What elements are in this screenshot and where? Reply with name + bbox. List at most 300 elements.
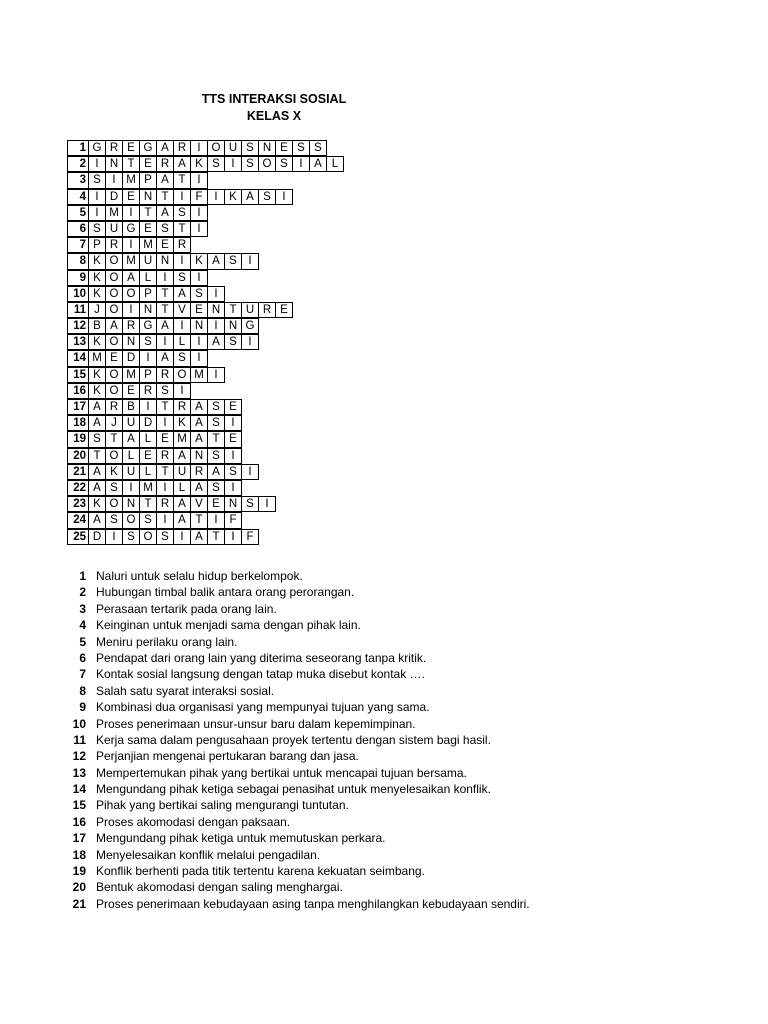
letter-cell: T	[156, 399, 174, 415]
letter-cell: O	[139, 529, 157, 545]
letter-cell: S	[88, 431, 106, 447]
letter-cell: O	[122, 286, 140, 302]
letter-cell: R	[156, 496, 174, 512]
letter-cell: I	[275, 189, 293, 205]
letter-cell: I	[241, 464, 259, 480]
letter-cell: A	[190, 431, 208, 447]
letter-cell: L	[122, 448, 140, 464]
clue-item	[62, 797, 530, 813]
clue-text: Konflik berhenti pada titik tertentu karena kekuatan seimbang.	[96, 864, 425, 879]
letter-cell: R	[105, 140, 123, 156]
row-number: 4	[67, 189, 89, 205]
letter-cell: S	[173, 205, 191, 221]
grid-row	[67, 140, 343, 156]
letter-cell: K	[190, 156, 208, 172]
clue-number: 9	[79, 700, 86, 715]
letter-cell: L	[139, 270, 157, 286]
letter-cell: E	[122, 189, 140, 205]
row-number: 17	[67, 399, 89, 415]
letter-cell: M	[139, 480, 157, 496]
grid-row	[67, 221, 343, 237]
letter-cell: N	[207, 302, 225, 318]
letter-cell: L	[173, 334, 191, 350]
letter-cell: A	[105, 318, 123, 334]
clue-text: Pihak yang bertikai saling mengurangi tuntutan.	[96, 798, 349, 813]
clue-text: Hubungan timbal balik antara orang perorangan.	[96, 585, 355, 600]
row-number: 3	[67, 172, 89, 188]
letter-cell: E	[105, 350, 123, 366]
letter-cell: R	[258, 302, 276, 318]
clue-number: 12	[72, 749, 86, 764]
letter-cell: E	[207, 496, 225, 512]
letter-cell: N	[139, 302, 157, 318]
letter-cell: S	[207, 480, 225, 496]
letter-cell: T	[139, 496, 157, 512]
letter-cell: I	[122, 205, 140, 221]
letter-cell: I	[173, 189, 191, 205]
letter-cell: K	[88, 253, 106, 269]
letter-cell: S	[139, 334, 157, 350]
letter-cell: R	[156, 448, 174, 464]
clue-text: Mempertemukan pihak yang bertikai untuk mencapai tujuan bersama.	[96, 765, 467, 780]
letter-cell: S	[173, 350, 191, 366]
clue-number: 3	[79, 601, 86, 616]
row-number: 23	[67, 496, 89, 512]
letter-cell: S	[258, 189, 276, 205]
clue-item	[62, 699, 530, 715]
letter-cell: R	[156, 156, 174, 172]
clue-text: Mengundang pihak ketiga untuk memutuskan perkara.	[96, 831, 386, 846]
clue-item	[62, 601, 530, 617]
row-number: 9	[67, 270, 89, 286]
letter-cell: M	[173, 431, 191, 447]
letter-cell: S	[241, 140, 259, 156]
letter-cell: M	[190, 367, 208, 383]
letter-cell: O	[105, 270, 123, 286]
row-number: 24	[67, 512, 89, 528]
letter-cell: I	[241, 253, 259, 269]
letter-cell: J	[88, 302, 106, 318]
letter-cell: O	[105, 302, 123, 318]
grid-row	[67, 431, 343, 447]
letter-cell: I	[173, 253, 191, 269]
letter-cell: T	[156, 302, 174, 318]
letter-cell: S	[309, 140, 327, 156]
letter-cell: R	[190, 464, 208, 480]
clue-number: 7	[79, 667, 86, 682]
letter-cell: P	[139, 367, 157, 383]
letter-cell: E	[275, 302, 293, 318]
letter-cell: S	[156, 221, 174, 237]
letter-cell: K	[88, 334, 106, 350]
row-number: 14	[67, 350, 89, 366]
letter-cell: B	[88, 318, 106, 334]
letter-cell: S	[207, 448, 225, 464]
grid-row	[67, 415, 343, 431]
clue-number: 13	[72, 765, 86, 780]
letter-cell: A	[156, 350, 174, 366]
letter-cell: N	[156, 253, 174, 269]
row-number: 19	[67, 431, 89, 447]
clue-item	[62, 765, 530, 781]
grid-row	[67, 253, 343, 269]
letter-cell: V	[173, 302, 191, 318]
letter-cell: K	[173, 415, 191, 431]
letter-cell: R	[139, 383, 157, 399]
row-number: 11	[67, 302, 89, 318]
letter-cell: I	[207, 189, 225, 205]
letter-cell: K	[224, 189, 242, 205]
letter-cell: S	[241, 156, 259, 172]
clue-item	[62, 896, 530, 912]
letter-cell: S	[105, 480, 123, 496]
letter-cell: O	[173, 367, 191, 383]
row-number: 20	[67, 448, 89, 464]
letter-cell: O	[105, 253, 123, 269]
letter-cell: O	[207, 140, 225, 156]
grid-row	[67, 496, 343, 512]
letter-cell: I	[156, 415, 174, 431]
clue-number: 14	[72, 782, 86, 797]
letter-cell: K	[88, 367, 106, 383]
grid-row	[67, 318, 343, 334]
crossword-grid	[67, 140, 343, 545]
letter-cell: I	[241, 334, 259, 350]
letter-cell: A	[156, 318, 174, 334]
row-number: 25	[67, 529, 89, 545]
letter-cell: N	[122, 496, 140, 512]
clue-item	[62, 732, 530, 748]
letter-cell: O	[258, 156, 276, 172]
letter-cell: G	[122, 221, 140, 237]
grid-row	[67, 464, 343, 480]
grid-row	[67, 383, 343, 399]
clue-item	[62, 781, 530, 797]
letter-cell: A	[241, 189, 259, 205]
letter-cell: I	[190, 334, 208, 350]
letter-cell: I	[156, 270, 174, 286]
grid-row	[67, 286, 343, 302]
letter-cell: U	[173, 464, 191, 480]
letter-cell: A	[173, 512, 191, 528]
grid-row	[67, 350, 343, 366]
letter-cell: A	[88, 415, 106, 431]
letter-cell: F	[190, 189, 208, 205]
letter-cell: I	[292, 156, 310, 172]
letter-cell: I	[207, 512, 225, 528]
clue-number: 6	[79, 650, 86, 665]
letter-cell: J	[105, 415, 123, 431]
clue-number: 16	[72, 814, 86, 829]
letter-cell: I	[105, 172, 123, 188]
grid-row	[67, 189, 343, 205]
clue-number: 11	[73, 732, 86, 747]
grid-row	[67, 237, 343, 253]
letter-cell: A	[88, 512, 106, 528]
clue-text: Meniru perilaku orang lain.	[96, 634, 238, 649]
letter-cell: F	[224, 512, 242, 528]
clue-item	[62, 634, 530, 650]
letter-cell: S	[224, 334, 242, 350]
clue-number: 18	[72, 847, 86, 862]
letter-cell: E	[190, 302, 208, 318]
letter-cell: I	[122, 302, 140, 318]
row-number: 12	[67, 318, 89, 334]
letter-cell: T	[139, 205, 157, 221]
letter-cell: T	[207, 431, 225, 447]
letter-cell: I	[88, 205, 106, 221]
clue-item	[62, 716, 530, 732]
letter-cell: M	[105, 205, 123, 221]
letter-cell: I	[156, 480, 174, 496]
letter-cell: O	[105, 496, 123, 512]
letter-cell: A	[88, 480, 106, 496]
letter-cell: E	[275, 140, 293, 156]
clue-text: Salah satu syarat interaksi sosial.	[96, 683, 275, 698]
letter-cell: A	[190, 399, 208, 415]
clue-number: 15	[72, 798, 86, 813]
row-number: 13	[67, 334, 89, 350]
letter-cell: F	[241, 529, 259, 545]
clue-text: Mengundang pihak ketiga sebagai penasihat untuk menyelesaikan konflik.	[96, 782, 491, 797]
letter-cell: I	[224, 529, 242, 545]
letter-cell: A	[156, 172, 174, 188]
letter-cell: N	[139, 189, 157, 205]
letter-cell: L	[173, 480, 191, 496]
grid-row	[67, 205, 343, 221]
clue-list	[62, 568, 530, 912]
letter-cell: I	[105, 529, 123, 545]
clue-text: Kerja sama dalam pengusahaan proyek tertentu dengan sistem bagi hasil.	[96, 732, 491, 747]
clue-text: Perjanjian mengenai pertukaran barang dan jasa.	[96, 749, 359, 764]
letter-cell: N	[190, 318, 208, 334]
letter-cell: I	[122, 237, 140, 253]
letter-cell: S	[224, 464, 242, 480]
letter-cell: N	[122, 334, 140, 350]
letter-cell: I	[258, 496, 276, 512]
clue-text: Proses akomodasi dengan paksaan.	[96, 814, 291, 829]
letter-cell: I	[156, 512, 174, 528]
clue-number: 17	[72, 831, 86, 846]
letter-cell: T	[88, 448, 106, 464]
grid-row	[67, 529, 343, 545]
letter-cell: R	[122, 318, 140, 334]
letter-cell: G	[88, 140, 106, 156]
letter-cell: S	[173, 270, 191, 286]
clue-text: Bentuk akomodasi dengan saling menghargai.	[96, 880, 343, 895]
letter-cell: E	[156, 237, 174, 253]
letter-cell: P	[139, 286, 157, 302]
letter-cell: T	[105, 431, 123, 447]
letter-cell: D	[139, 415, 157, 431]
letter-cell: E	[122, 140, 140, 156]
letter-cell: E	[139, 448, 157, 464]
letter-cell: T	[224, 302, 242, 318]
letter-cell: I	[139, 399, 157, 415]
row-number: 22	[67, 480, 89, 496]
letter-cell: S	[207, 399, 225, 415]
letter-cell: T	[156, 464, 174, 480]
clue-text: Menyelesaikan konflik melalui pengadilan.	[96, 847, 321, 862]
letter-cell: I	[190, 140, 208, 156]
grid-row	[67, 399, 343, 415]
clue-text: Proses penerimaan kebudayaan asing tanpa menghilangkan kebudayaan sendiri.	[96, 896, 530, 911]
letter-cell: D	[122, 350, 140, 366]
clue-item	[62, 863, 530, 879]
letter-cell: L	[139, 431, 157, 447]
clue-number: 4	[79, 618, 86, 633]
letter-cell: T	[122, 156, 140, 172]
letter-cell: O	[105, 448, 123, 464]
clue-number: 19	[72, 864, 86, 879]
letter-cell: O	[105, 334, 123, 350]
letter-cell: A	[173, 286, 191, 302]
row-number: 8	[67, 253, 89, 269]
letter-cell: U	[122, 415, 140, 431]
letter-cell: O	[105, 367, 123, 383]
letter-cell: S	[88, 172, 106, 188]
row-number: 15	[67, 367, 89, 383]
letter-cell: T	[173, 172, 191, 188]
row-number: 7	[67, 237, 89, 253]
letter-cell: M	[122, 172, 140, 188]
letter-cell: I	[224, 480, 242, 496]
letter-cell: A	[88, 399, 106, 415]
clue-number: 8	[79, 683, 86, 698]
clue-item	[62, 617, 530, 633]
clue-text: Pendapat dari orang lain yang diterima seseorang tanpa kritik.	[96, 650, 427, 665]
letter-cell: S	[190, 286, 208, 302]
letter-cell: R	[105, 237, 123, 253]
letter-cell: D	[105, 189, 123, 205]
letter-cell: I	[190, 172, 208, 188]
row-number: 6	[67, 221, 89, 237]
clue-number: 21	[72, 896, 86, 911]
letter-cell: U	[139, 253, 157, 269]
letter-cell: I	[173, 529, 191, 545]
clue-number: 1	[79, 569, 86, 583]
letter-cell: V	[190, 496, 208, 512]
letter-cell: B	[122, 399, 140, 415]
letter-cell: I	[88, 189, 106, 205]
letter-cell: R	[173, 140, 191, 156]
clue-item	[62, 814, 530, 830]
letter-cell: T	[173, 221, 191, 237]
letter-cell: O	[105, 286, 123, 302]
letter-cell: I	[88, 156, 106, 172]
letter-cell: K	[88, 383, 106, 399]
clue-text: Kontak sosial langsung dengan tatap muka disebut kontak ….	[96, 667, 425, 682]
letter-cell: K	[190, 253, 208, 269]
letter-cell: I	[207, 367, 225, 383]
letter-cell: A	[156, 140, 174, 156]
clue-item	[62, 847, 530, 863]
letter-cell: M	[122, 367, 140, 383]
clue-item	[62, 568, 530, 584]
letter-cell: S	[156, 383, 174, 399]
letter-cell: L	[139, 464, 157, 480]
letter-cell: A	[207, 334, 225, 350]
letter-cell: A	[173, 496, 191, 512]
letter-cell: N	[224, 318, 242, 334]
letter-cell: N	[258, 140, 276, 156]
row-number: 5	[67, 205, 89, 221]
grid-row	[67, 480, 343, 496]
letter-cell: I	[224, 448, 242, 464]
letter-cell: S	[275, 156, 293, 172]
letter-cell: I	[224, 156, 242, 172]
letter-cell: S	[156, 529, 174, 545]
grid-row	[67, 270, 343, 286]
row-number: 1	[67, 140, 89, 156]
letter-cell: A	[207, 253, 225, 269]
letter-cell: O	[105, 383, 123, 399]
letter-cell: U	[241, 302, 259, 318]
letter-cell: S	[105, 512, 123, 528]
letter-cell: G	[241, 318, 259, 334]
clue-item	[62, 584, 530, 600]
letter-cell: N	[224, 496, 242, 512]
clue-text: Proses penerimaan unsur-unsur baru dalam kepemimpinan.	[96, 716, 416, 731]
letter-cell: P	[88, 237, 106, 253]
letter-cell: I	[156, 334, 174, 350]
letter-cell: U	[224, 140, 242, 156]
letter-cell: T	[156, 286, 174, 302]
letter-cell: R	[156, 367, 174, 383]
row-number: 18	[67, 415, 89, 431]
letter-cell: K	[88, 496, 106, 512]
clue-number: 2	[79, 585, 86, 600]
letter-cell: T	[156, 189, 174, 205]
letter-cell: S	[224, 253, 242, 269]
letter-cell: A	[88, 464, 106, 480]
grid-row	[67, 448, 343, 464]
row-number: 10	[67, 286, 89, 302]
letter-cell: E	[224, 399, 242, 415]
grid-row	[67, 156, 343, 172]
letter-cell: R	[173, 399, 191, 415]
letter-cell: A	[190, 480, 208, 496]
grid-row	[67, 512, 343, 528]
letter-cell: A	[309, 156, 327, 172]
letter-cell: R	[173, 237, 191, 253]
letter-cell: N	[105, 156, 123, 172]
letter-cell: L	[326, 156, 344, 172]
letter-cell: A	[173, 156, 191, 172]
clue-item	[62, 830, 530, 846]
clue-number: 5	[79, 634, 86, 649]
grid-row	[67, 334, 343, 350]
letter-cell: S	[241, 496, 259, 512]
row-number: 16	[67, 383, 89, 399]
clue-number: 10	[72, 716, 86, 731]
letter-cell: U	[122, 464, 140, 480]
letter-cell: D	[88, 529, 106, 545]
letter-cell: I	[173, 318, 191, 334]
page-title: TTS INTERAKSI SOSIAL	[201, 92, 347, 106]
letter-cell: I	[207, 318, 225, 334]
letter-cell: S	[207, 415, 225, 431]
letter-cell: S	[207, 156, 225, 172]
letter-cell: A	[173, 448, 191, 464]
letter-cell: A	[190, 415, 208, 431]
letter-cell: K	[88, 270, 106, 286]
letter-cell: I	[173, 383, 191, 399]
clue-number: 20	[72, 880, 86, 895]
clue-item	[62, 683, 530, 699]
letter-cell: K	[105, 464, 123, 480]
row-number: 21	[67, 464, 89, 480]
